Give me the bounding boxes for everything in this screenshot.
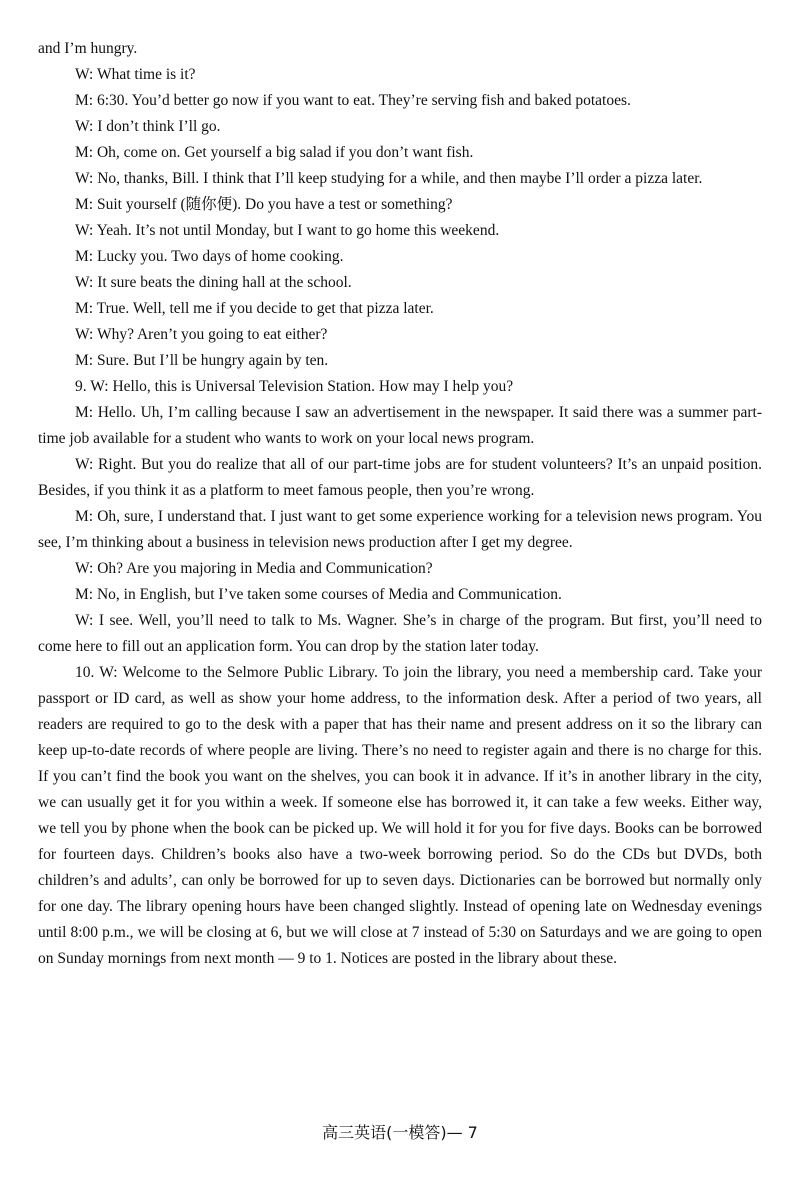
transcript-paragraph: W: No, thanks, Bill. I think that I’ll keep studying for a while, and then maybe I’ll order a pizza later. <box>75 170 703 187</box>
transcript-paragraph: W: Why? Aren’t you going to eat either? <box>75 326 328 343</box>
transcript-paragraph: M: True. Well, tell me if you decide to get that pizza later. <box>75 300 434 317</box>
section-10-monologue: 10. W: Welcome to the Selmore Public Library. To join the library, you need a membership card. Take your passport or ID card, as well as show your home address, to the information desk. After a period of two years, all readers are required to go to the desk with a paper that has their name and present address on it so the library can keep up-to-date records of where people are living. There’s no need to register again and there is no charge for this. If you can’t find the book you want on the shelves, you can book it in advance. If it’s in another library in the city, we can usually get it for you within a week. If someone else has borrowed it, it can take a few weeks. Either way, we tell you by phone when the book can be picked up. We will hold it for you for five days. Books can be borrowed for fourteen days. Children’s books also have a two-week borrowing period. So do the CDs but DVDs, both children’s and adults’, can only be borrowed for up to seven days. Dictionaries can be borrowed but normally only for one day. The library opening hours have been changed slightly. Instead of opening late on Wednesday evenings until 8:00 p.m., we will be closing at 6, but we will close at 7 instead of 5:30 on Saturdays and we are going to open on Sunday mornings from next month — 9 to 1. Notices are posted in the library about these. <box>38 664 762 967</box>
page-footer: 高三英语(一模答)— 7 <box>322 1123 478 1142</box>
transcript-paragraph: M: Lucky you. Two days of home cooking. <box>75 248 344 265</box>
transcript-paragraph: M: Suit yourself (随你便). Do you have a test or something? <box>75 196 453 213</box>
transcript-paragraph: M: 6:30. You’d better go now if you want to eat. They’re serving fish and baked potatoes. <box>75 92 631 109</box>
transcript-paragraph: W: It sure beats the dining hall at the school. <box>75 274 352 291</box>
transcript-paragraph: and I’m hungry. <box>38 40 138 57</box>
transcript-paragraph: W: Yeah. It’s not until Monday, but I want to go home this weekend. <box>75 222 500 239</box>
transcript-paragraph: M: Oh, come on. Get yourself a big salad if you don’t want fish. <box>75 144 474 161</box>
transcript-paragraph: W: What time is it? <box>75 66 196 83</box>
transcript-paragraph: W: Right. But you do realize that all of our part-time jobs are for student volunteers? It’s an unpaid position. Besides, if you think it as a platform to meet famous people, then you’re wrong. <box>38 456 762 499</box>
transcript-paragraph: M: Sure. But I’ll be hungry again by ten. <box>75 352 329 369</box>
transcript-paragraph: M: Hello. Uh, I’m calling because I saw an advertisement in the newspaper. It said there was a summer part-time job available for a student who wants to work on your local news program. <box>38 404 762 447</box>
transcript-paragraph: W: I see. Well, you’ll need to talk to Ms. Wagner. She’s in charge of the program. But first, you’ll need to come here to fill out an application form. You can drop by the station later today. <box>38 612 762 655</box>
transcript-paragraph: M: Oh, sure, I understand that. I just want to get some experience working for a television news program. You see, I’m thinking about a business in television news production after I get my degree. <box>38 508 762 551</box>
transcript-paragraph: W: Oh? Are you majoring in Media and Communication? <box>75 560 433 577</box>
transcript-body <box>38 36 762 972</box>
transcript-paragraph: M: No, in English, but I’ve taken some courses of Media and Communication. <box>75 586 562 603</box>
transcript-paragraph: W: I don’t think I’ll go. <box>75 118 221 135</box>
section-9-heading-line: 9. W: Hello, this is Universal Television Station. How may I help you? <box>75 378 514 395</box>
